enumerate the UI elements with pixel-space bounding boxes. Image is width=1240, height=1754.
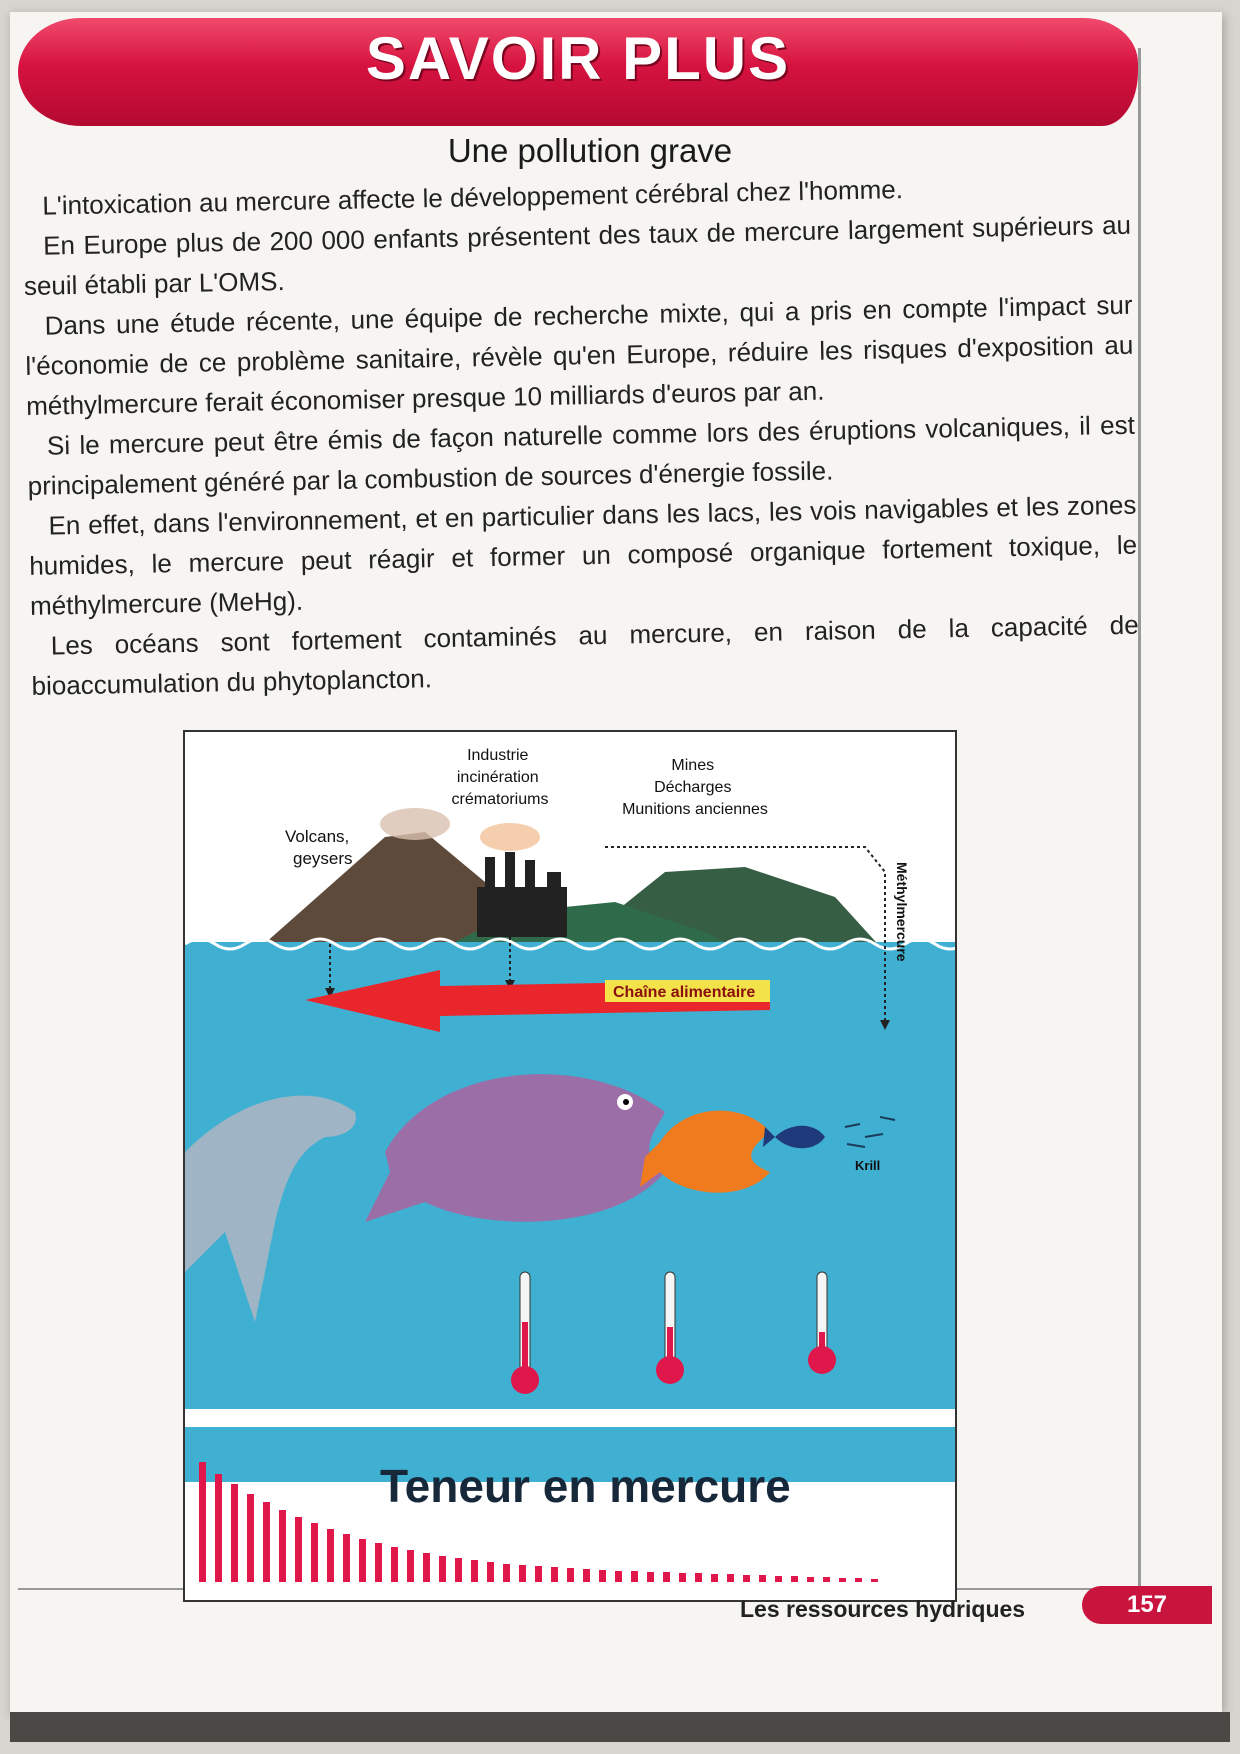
paragraph: En Europe plus de 200 000 enfants présentent des taux de mercure largement supérieurs au seuil établi par L'OMS. [23, 209, 1132, 301]
paragraph: En effet, dans l'environnement, et en particulier dans les lacs, les vois navigables et les zones humides, le mercure peut réagir et former un composé organique fortement toxique, le méthylmercure (MeHg). [29, 489, 1138, 621]
mines-label: Mines Décharges Munitions anciennes [622, 757, 768, 818]
krill-label: Krill [855, 1158, 881, 1173]
divider [185, 1409, 955, 1427]
volcano-smoke [380, 808, 450, 840]
paragraph: L'intoxication au mercure affecte le développement cérébral chez l'homme. [42, 174, 904, 221]
article-body [22, 165, 1140, 706]
paragraph: Si le mercure peut être émis de façon naturelle comme lors des éruptions volcaniques, il est principalement généré par la combustion de sources d'énergie fossile. [27, 409, 1136, 501]
desk-edge [10, 1712, 1230, 1742]
page-number: 157 [1082, 1586, 1212, 1624]
food-chain-label: Chaîne alimentaire [613, 984, 756, 1001]
article-title: Une pollution grave [447, 132, 733, 169]
industry-label: Industrie incinération crématoriums [451, 747, 549, 808]
paragraph: Les océans sont fortement contaminés au mercure, en raison de la capacité de bioaccumulation du phytoplancton. [31, 609, 1139, 701]
frame-right-rule [1138, 48, 1141, 1588]
volcano-label: Volcans, geysers [285, 827, 353, 868]
banner-title: SAVOIR PLUS [365, 25, 791, 92]
paragraph: Dans une étude récente, une équipe de recherche mixte, qui a pris en compte l'impact sur l'économie de ce problème sanitaire, révèle qu'en Europe, réduire les risques d'exposition au méthylmercure ferait économiser presque 10 milliards d'euros par an. [25, 289, 1134, 421]
mercury-cycle-illustration [183, 730, 957, 1602]
chapter-label: Les ressources hydriques [740, 1596, 1026, 1622]
methylmercury-label: Méthylmercure [894, 862, 910, 962]
mercury-content-title: Teneur en mercure [380, 1460, 791, 1512]
